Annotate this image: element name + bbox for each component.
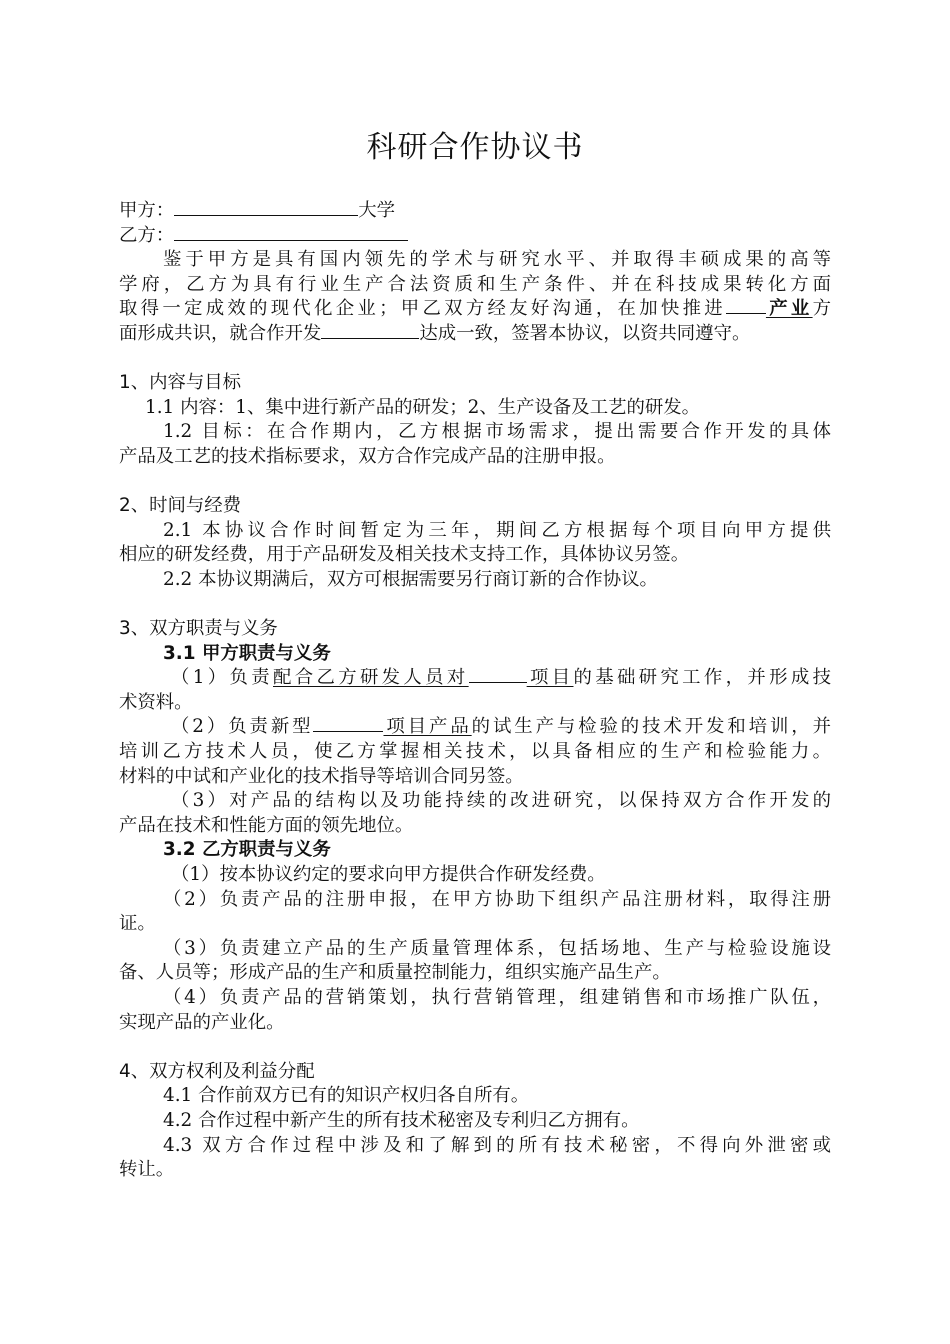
clause-1-1: 1.1 内容：1、集中进行新产品的研发；2、生产设备及工艺的研发。 [145,396,701,418]
preamble-text: 方 [812,298,831,320]
subsection-3-2-heading: 3.2 乙方职责与义务 [163,839,331,861]
duty-b-4: 实现产品的产业化。 [119,1011,285,1033]
section-2-heading: 2、时间与经费 [119,495,242,517]
duty-b-2: 证。 [119,913,156,935]
clause-2-1: 2.1 本协议合作时间暂定为三年，期间乙方根据每个项目向甲方提供 [163,519,831,541]
party-b-line [119,224,831,249]
underlined-text: 项目 [526,667,574,689]
preamble-text: 面形成共识，就合作开发 [119,322,322,344]
underlined-text: 配合乙方研发人员对 [273,667,469,689]
duty-a-1 [119,666,831,691]
duty-a-3: （3）对产品的结构以及功能持续的改进研究，以保持双方合作开发的 [171,790,831,812]
party-a-line [119,199,831,224]
preamble-line [119,322,831,347]
section-4-heading: 4、双方权利及利益分配 [119,1060,315,1082]
duty-b-3: 备、人员等；形成产品的生产和质量控制能力，组织实施产品生产。 [119,962,671,984]
duty-a-1: 术资料。 [119,691,193,713]
party-a-label: 甲方： [119,200,175,221]
clause-1-2: 1.2 目标：在合作期内，乙方根据市场需求，提出需要合作开发的具体 [163,421,831,443]
clause-4-3: 4.3 双方合作过程中涉及和了解到的所有技术秘密，不得向外泄密或 [163,1134,831,1156]
project-blank [321,322,419,339]
preamble-line [119,297,831,322]
document-body [119,199,831,1183]
subsection-3-1-heading: 3.1 甲方职责与义务 [163,642,331,664]
duty-b-3: （3）负责建立产品的生产质量管理体系，包括场地、生产与检验设施设 [163,937,831,959]
preamble-text: 达成一致，签署本协议，以资共同遵守。 [419,322,751,344]
clause-2-2: 2.2 本协议期满后，双方可根据需要另行商订新的合作协议。 [163,568,658,590]
underlined-text: 项目产品 [383,716,472,738]
party-a-blank [174,199,358,216]
preamble-line: 学府，乙方为具有行业生产合法资质和生产条件、并在科技成果转化方面 [119,273,831,295]
duty-b-2: （2）负责产品的注册申报，在甲方协助下组织产品注册材料，取得注册 [163,888,831,910]
section-3-heading: 3、双方职责与义务 [119,618,278,640]
preamble-text: 取得一定成效的现代化企业；甲乙双方经友好沟通，在加快推进 [119,298,726,320]
duty-b-4: （4）负责产品的营销策划，执行营销管理，组建销售和市场推广队伍， [163,987,831,1008]
duty-a-3: 产品在技术和性能方面的领先地位。 [119,814,414,836]
duty-text: 的试生产与检验的技术开发和培训，并 [471,716,831,738]
section-1-heading: 1、内容与目标 [119,372,242,394]
product-blank [313,715,383,732]
clause-2-1: 相应的研发经费，用于产品研发及相关技术支持工作，具体协议另签。 [119,544,690,566]
party-b-blank [174,224,408,241]
clause-1-2: 产品及工艺的技术指标要求，双方合作完成产品的注册申报。 [119,445,616,467]
clause-4-3: 转让。 [119,1159,175,1181]
party-b-label: 乙方： [119,224,175,246]
document-title: 科研合作协议书 [366,130,584,165]
clause-4-1: 4.1 合作前双方已有的知识产权归各自所有。 [163,1085,530,1107]
duty-text: （2）负责新型 [171,716,314,738]
party-a-suffix: 大学 [358,200,395,221]
duty-text: （1）负责 [171,667,273,689]
preamble-line: 鉴于甲方是具有国内领先的学术与研究水平、并取得丰硕成果的高等 [163,249,831,271]
industry-blank [726,297,766,314]
project-blank [469,666,527,683]
duty-b-1: （1）按本协议约定的要求向甲方提供合作研发经费。 [171,864,606,886]
duty-a-2: 材料的中试和产业化的技术指导等培训合同另签。 [119,765,524,787]
clause-4-2: 4.2 合作过程中新产生的所有技术秘密及专利归乙方拥有。 [163,1109,640,1131]
duty-a-2: 培训乙方技术人员，使乙方掌握相关技术，以具备相应的生产和检验能力。 [119,741,831,763]
duty-a-2 [119,715,831,740]
duty-text: 的基础研究工作，并形成技 [573,667,831,689]
industry-term: 产业 [765,298,813,320]
